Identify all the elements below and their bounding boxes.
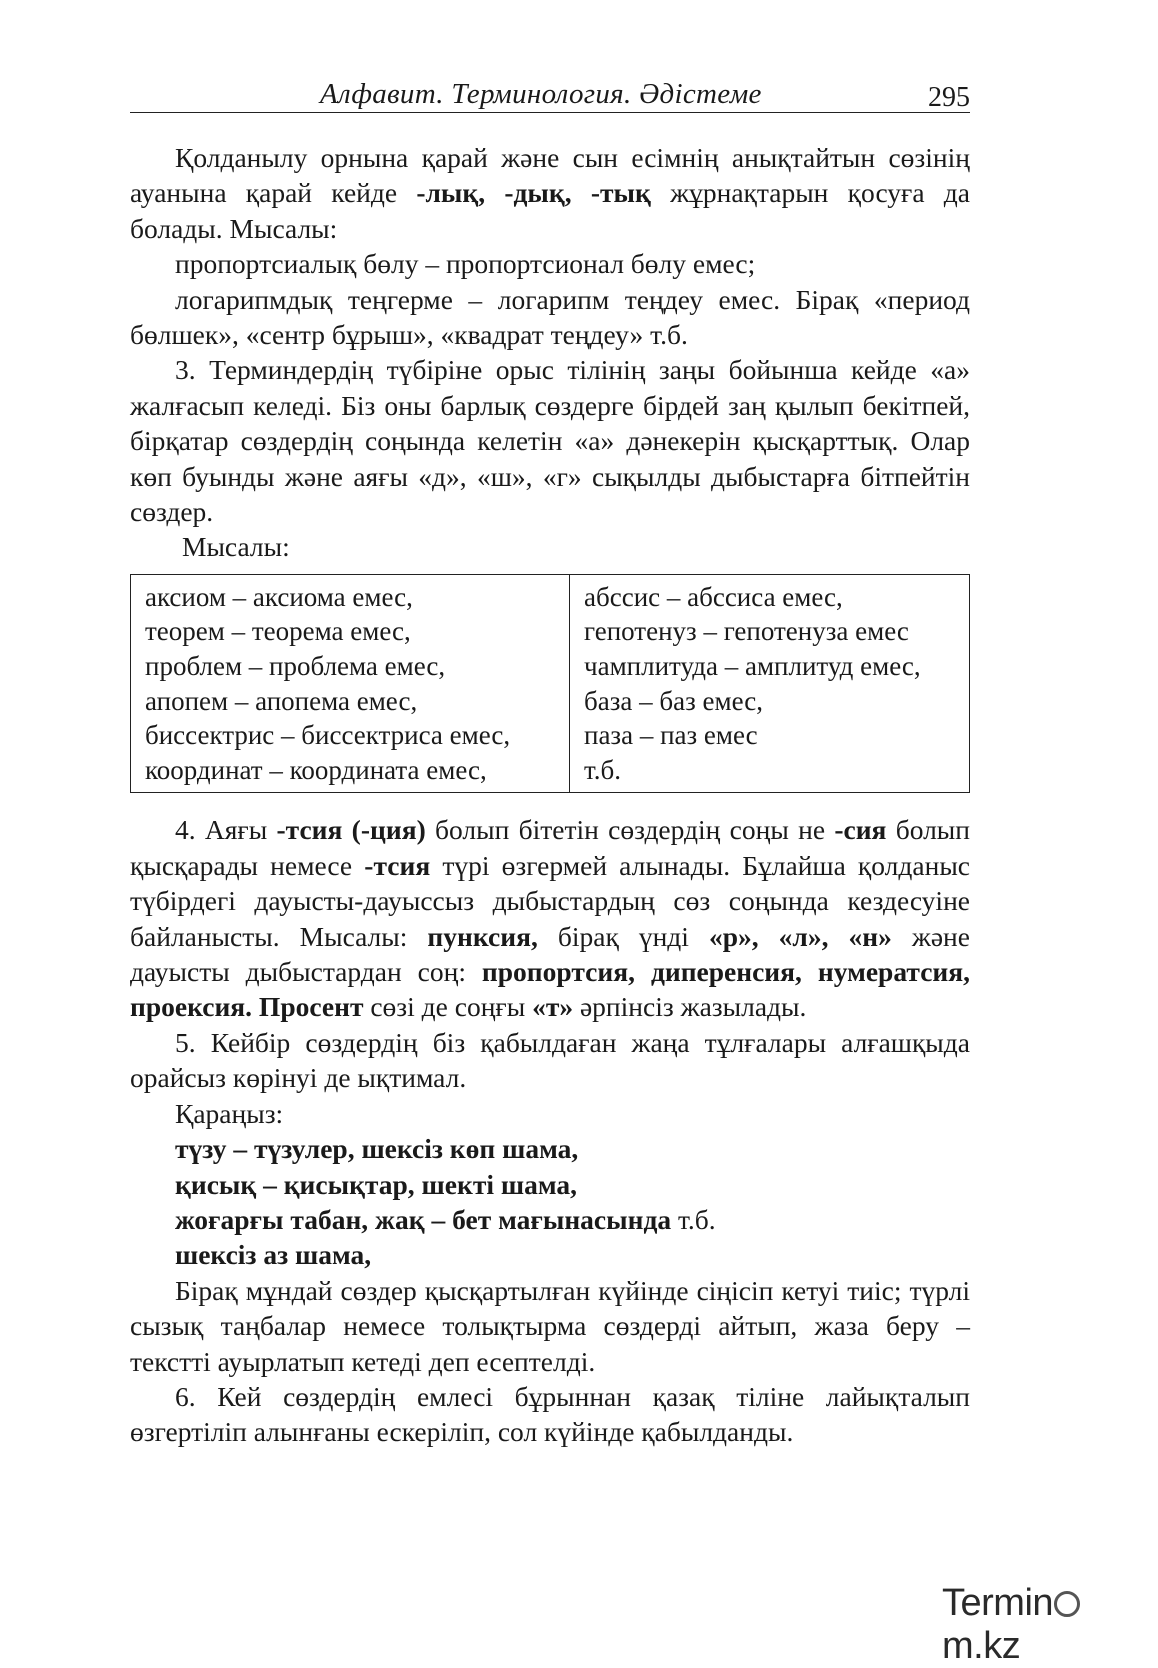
magnifier-icon [1054,1591,1080,1617]
bold-term: -сия [834,814,887,846]
list-item: теорем – теорема емес, [145,616,411,647]
text-run: Қолданылу орнына қарай және сын есімнің анықтайтын сөзінің ауанына қарай кейде [130,142,970,209]
list-item: апопем – апопема емес, [145,685,418,716]
list-item: чамплитуда – амплитуд емес, [584,651,921,682]
text-run: әрпінсіз жазылады. [573,991,807,1023]
watermark-text: m.kz [942,1625,1021,1667]
list-item: абссис – абссиса емес, [584,581,843,612]
table-cell-left [131,574,570,793]
bold-term: «т» [532,991,574,1023]
text-run: түрі өзгермей алынады. Бұлайша қолданыс түбірдегі дауысты-дауыссыз дыбыстардың сөз соңында кездесуіне байланысты. Мысалы: [130,849,971,952]
list-item: аксиом – аксиома емес, [145,581,413,612]
paragraph-but: Бірақ мұндай сөздер қысқартылған күйінде сіңісіп кетуі тиіс; түрлі сызық таңбалар немесе толықтырма сөздерді айтып, жаза беру – текстті ауырлатып кетеді деп есептелді. [130,1274,970,1377]
list-item: т.б. [584,754,622,785]
list-item: гепотенуз – гепотенуза емес [584,616,909,647]
examples-table [130,574,970,794]
text-run: болып бітетін сөздердің соңы не [425,814,835,846]
see-label: Қараңыз: [175,1097,284,1129]
paragraph-3: 3. Терминдердің түбіріне орыс тілінің заңы бойынша кейде «а» жалғасып келеді. Біз оны барлық сөздерге бірдей заң қылып бекітпей, бірқатар сөздердің соңында келетін «а» дәнекерін қысқарттық. Олар көп буынды және аяғы «д», «ш», «г» сықылды дыбыстарға бітпейтін сөздер. [130,354,970,528]
running-title: Алфавит. Терминология. Әдістеме [320,78,762,110]
watermark-logo [942,1582,1158,1668]
example-line: логарипмдық теңгерме – логарипм теңдеу емес. Бірақ «период бөлшек», «сентр бұрыш», «квадрат теңдеу» т.б. [130,283,970,351]
bold-example-line: түзу – түзулер, шексіз көп шама, [175,1133,579,1165]
list-item: проблем – проблема емес, [145,651,446,682]
text-run: 4. Аяғы [175,814,277,846]
bold-suffixes: -лық, -дық, -тық [416,177,651,209]
text-run: бірақ үнді [537,920,709,952]
table-cell-right [570,574,970,793]
bold-term: пунксия, [427,920,538,952]
bold-term: -тсия (-ция) [276,814,426,846]
bold-term: «р», «л», «н» [708,920,892,952]
table-row [131,574,970,793]
list-item: координат – координата емес, [145,754,487,785]
page-number: 295 [928,82,970,113]
list-item: биссектрис – биссектриса емес, [145,720,511,751]
text-run: болып қысқарады немесе [130,814,971,881]
paragraph-suffixes [130,140,970,246]
text-run: т.б. [671,1203,716,1235]
paragraph-6: 6. Кей сөздердің емлесі бұрыннан қазақ тіліне лайықталып өзгертіліп алынғаны ескеріліп, сол күйінде қабылданды. [130,1380,970,1448]
paragraph-4 [130,812,970,1024]
bold-term: жоғарғы табан, жақ – бет мағынасында [175,1203,672,1235]
text-run: жұрнақтарын қосуға да болады. Мысалы: [130,177,970,244]
paragraph-5: 5. Кейбір сөздердің біз қабылдаған жаңа тұлғалары алғашқыда орайсыз көрінуі де ықтимал. [130,1026,970,1094]
list-item: паза – паз емес [584,720,758,751]
bold-example-line: қисық – қисықтар, шекті шама, [175,1168,577,1200]
watermark-text: Termin [942,1582,1054,1624]
running-header [130,78,970,113]
text-run: сөзі де соңғы [363,991,533,1023]
example-line: пропортсиалық бөлу – пропортсионал бөлу емес; [175,248,756,280]
bold-term: -тсия [364,849,431,881]
text-run: және дауысты дыбыстардан соң: [130,920,970,988]
bold-example-line [130,1202,970,1237]
bold-example-line: шексіз аз шама, [175,1239,372,1271]
list-item: база – баз емес, [584,685,763,716]
examples-label: Мысалы: [182,531,290,563]
body-text [130,140,970,1450]
bold-term: пропортсия, диперенсия, нумератсия, проексия. Просент [130,956,971,1023]
